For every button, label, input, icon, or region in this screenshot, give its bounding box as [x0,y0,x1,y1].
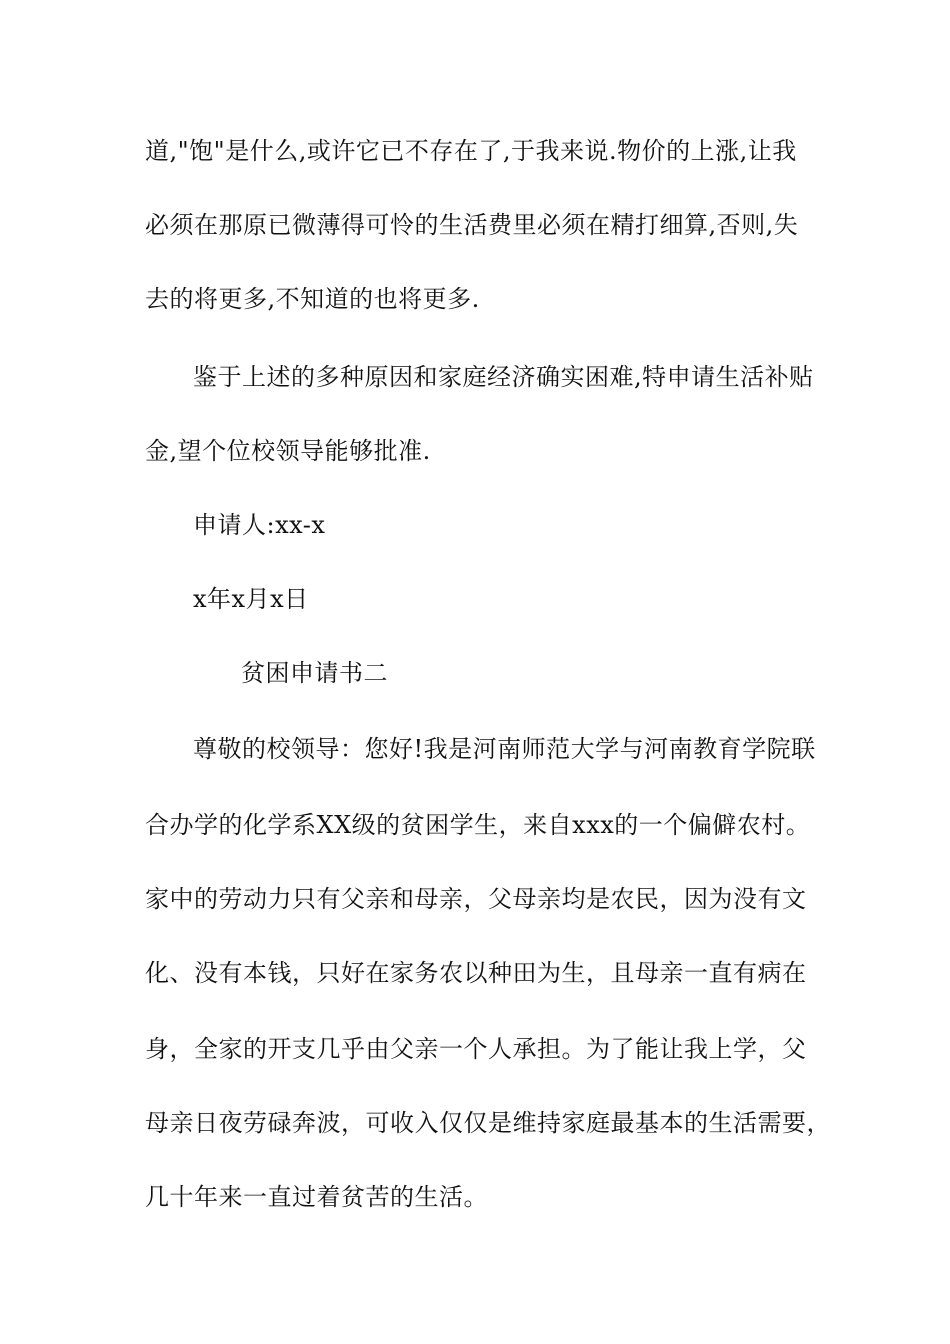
text-line: 鉴于上述的多种原因和家庭经济确实困难,特申请生活补贴 [193,363,814,391]
text-line: 母亲日夜劳碌奔波，可收入仅仅是维持家庭最基本的生活需要， [145,1109,831,1137]
text-line: 几十年来一直过着贫苦的生活。 [145,1183,488,1211]
text-line: 去的将更多,不知道的也将更多. [145,285,480,313]
text-line: 金,望个位校领导能够批准. [145,437,431,465]
text-line: 化、没有本钱，只好在家务农以种田为生，且母亲一直有病在 [145,959,807,987]
text-line: 道,"饱"是什么,或许它已不存在了,于我来说.物价的上涨,让我 [145,137,797,165]
text-line: 合办学的化学系XX级的贫困学生，来自xxx的一个偏僻农村。 [145,811,811,839]
text-line: 家中的劳动力只有父亲和母亲，父母亲均是农民，因为没有文 [145,885,807,913]
text-line: 必须在那原已微薄得可怜的生活费里必须在精打细算,否则,失 [145,211,799,239]
application-date: x年x月x日 [193,585,309,613]
text-line: 身，全家的开支几乎由父亲一个人承担。为了能让我上学，父 [145,1035,807,1063]
section-title: 贫困申请书二 [241,659,388,687]
applicant-signature: 申请人:xx-x [193,511,326,539]
text-line: 尊敬的校领导：您好!我是河南师范大学与河南教育学院联 [193,735,816,763]
